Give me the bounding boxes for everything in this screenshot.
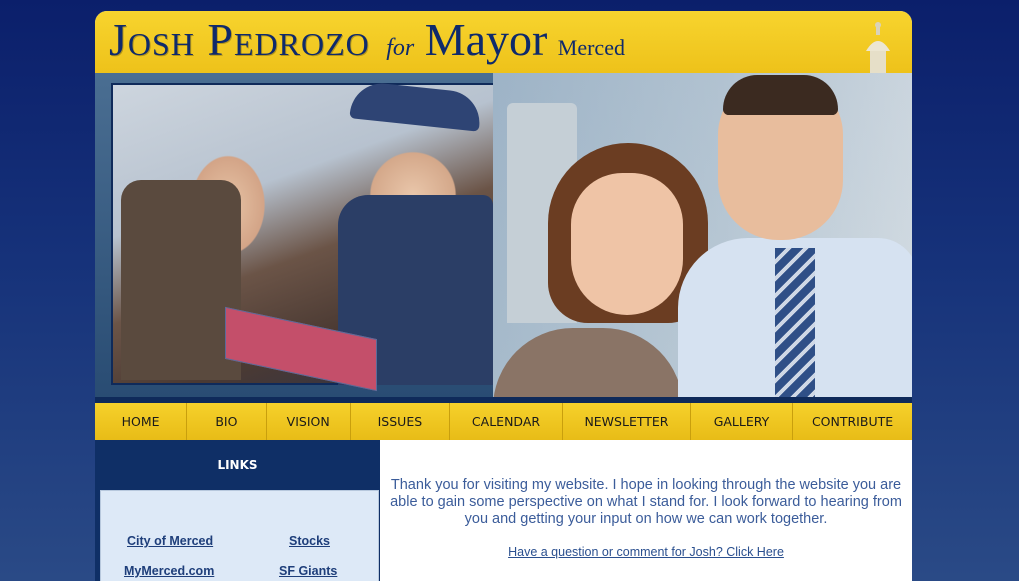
link-sf-giants[interactable]: SF Giants <box>279 564 338 578</box>
hero-banner <box>95 73 912 397</box>
site-title[interactable] <box>109 13 625 66</box>
photo-dress <box>493 328 683 397</box>
candidate-name: Josh Pedrozo <box>109 14 370 65</box>
nav-bio[interactable]: BIO <box>187 403 266 440</box>
nav-home[interactable]: HOME <box>95 403 187 440</box>
title-for: for <box>386 35 415 61</box>
candidate-photo <box>493 73 912 397</box>
page-container <box>95 11 912 581</box>
photo-face <box>571 173 683 315</box>
link-mymerced[interactable]: MyMerced.com <box>124 564 215 578</box>
title-city: Merced <box>557 35 625 60</box>
photo-cap <box>349 80 482 131</box>
title-mayor: Mayor <box>424 14 548 65</box>
nav-newsletter[interactable]: NEWSLETTER <box>563 403 691 440</box>
courthouse-dome-icon <box>858 21 898 73</box>
welcome-message: Thank you for visiting my website. I hope in looking through the website you are able to gain some perspective on what I stand for. I look forward to hearing from you and getting your input on how we can work together. <box>390 477 902 527</box>
nav-contribute[interactable]: CONTRIBUTE <box>811 414 894 429</box>
header-banner <box>95 11 912 73</box>
links-title: LINKS <box>217 458 258 472</box>
link-city-of-merced[interactable]: City of Merced <box>127 534 214 548</box>
photo-suit <box>121 180 241 380</box>
link-stocks[interactable]: Stocks <box>289 534 330 548</box>
photo-tie <box>775 248 815 397</box>
nav-vision[interactable]: VISION <box>267 403 351 440</box>
links-box <box>100 490 379 581</box>
photo-head-hair <box>723 75 838 115</box>
nav-gallery[interactable]: GALLERY <box>691 403 793 440</box>
main-nav <box>95 403 912 440</box>
nav-calendar[interactable]: CALENDAR <box>450 403 563 440</box>
nav-issues[interactable]: ISSUES <box>351 403 450 440</box>
contact-link[interactable]: Have a question or comment for Josh? Click Here <box>508 545 784 559</box>
links-sidebar <box>95 440 380 581</box>
ceremony-photo <box>111 83 495 385</box>
main-content <box>380 440 912 581</box>
